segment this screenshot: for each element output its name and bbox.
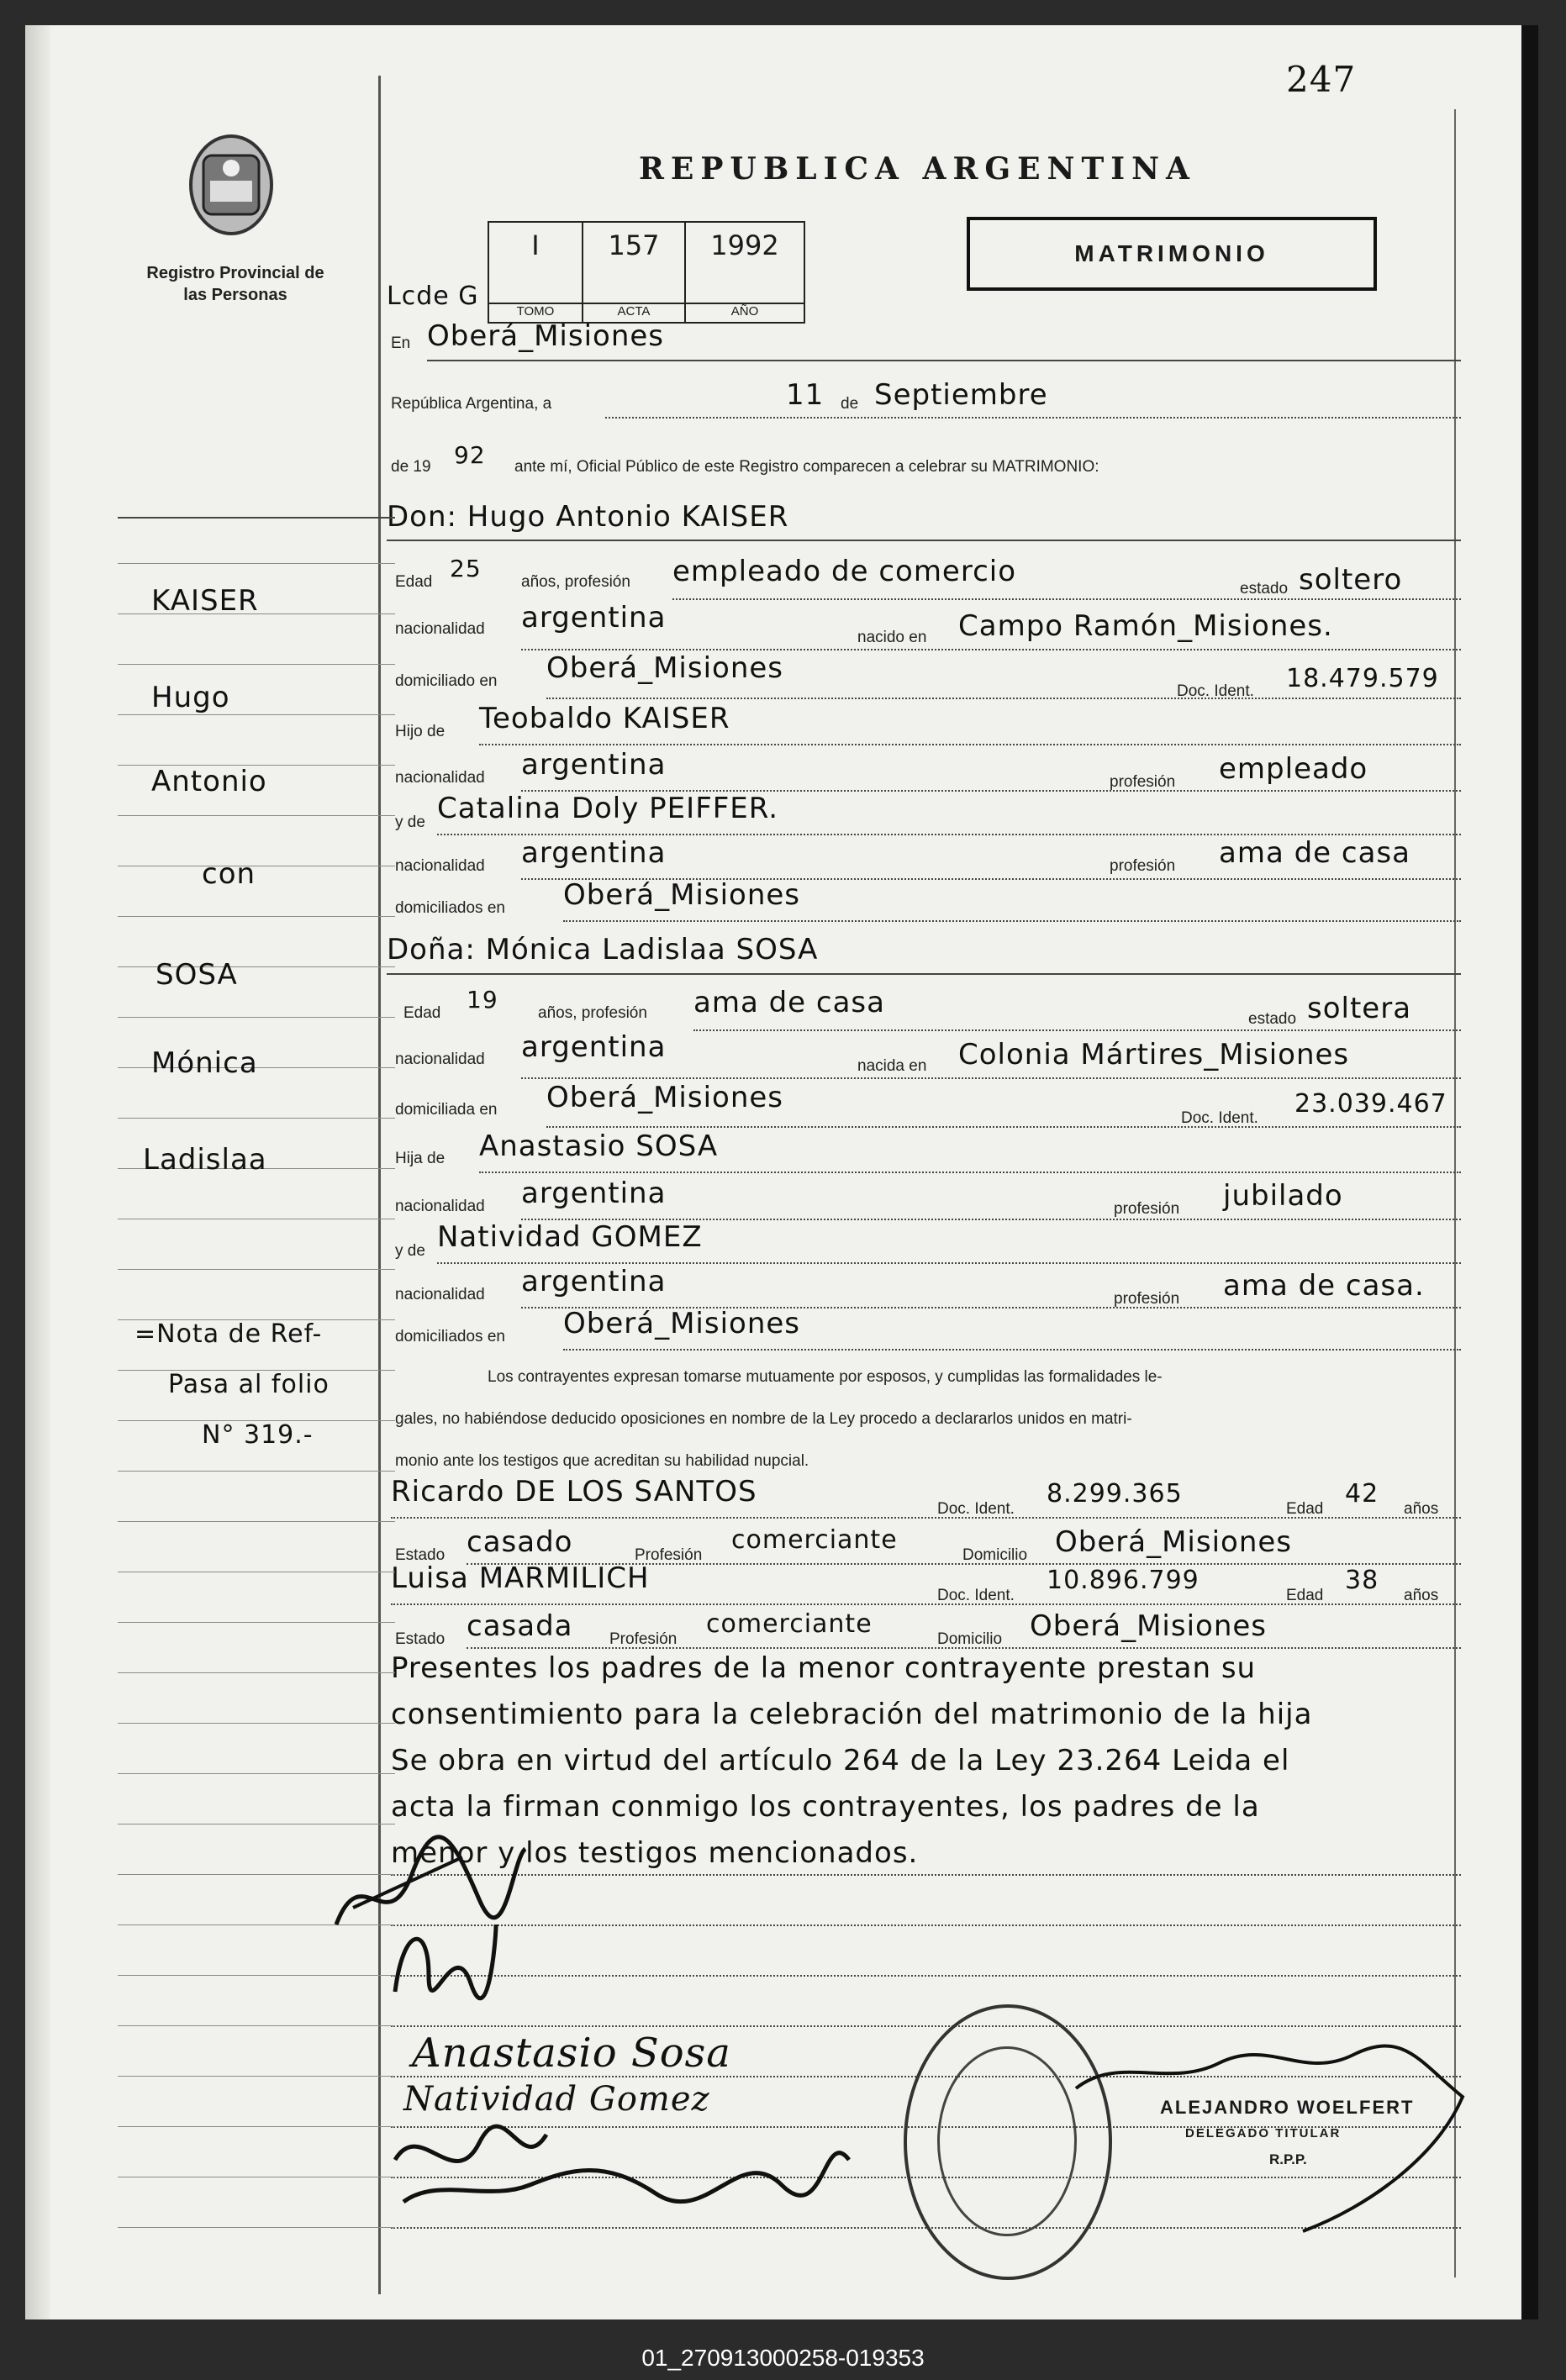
margin-con: con xyxy=(202,857,256,891)
country-title: REPUBLICA ARGENTINA xyxy=(639,151,1196,187)
tomo-value: I xyxy=(531,229,540,261)
page-shade xyxy=(25,25,50,2319)
witness2-doc-label: Doc. Ident. xyxy=(937,1587,1015,1604)
margin-first-groom: Hugo xyxy=(151,681,230,714)
witness2-profesion: comerciante xyxy=(706,1609,873,1639)
bride-nacida-label: nacida en xyxy=(857,1057,927,1075)
bride-prof-label: años, profesión xyxy=(538,1004,647,1022)
groom-edad: 25 xyxy=(450,555,482,582)
bride-parents-dom: Oberá_Misiones xyxy=(563,1307,800,1340)
bride-father: Anastasio SOSA xyxy=(479,1129,719,1163)
witness2-dom-label: Domicilio xyxy=(937,1630,1003,1648)
groom-nac-label: nacionalidad xyxy=(395,620,485,638)
witness1-dom-label: Domicilio xyxy=(962,1546,1028,1564)
witness1-anos-label: años xyxy=(1404,1500,1439,1518)
witness2-prof-label: Profesión xyxy=(609,1630,678,1648)
official-office: R.P.P. xyxy=(1269,2151,1307,2167)
bride-mother-nac: argentina xyxy=(521,1265,667,1298)
page-number: 247 xyxy=(1286,59,1357,100)
witness2-anos-label: años xyxy=(1404,1587,1439,1604)
groom-father: Teobaldo KAISER xyxy=(479,702,730,735)
place-value: Oberá_Misiones xyxy=(427,319,664,353)
acta-value: 157 xyxy=(608,229,660,261)
official-name: ALEJANDRO WOELFERT xyxy=(1160,2097,1415,2118)
register-page xyxy=(25,25,1521,2319)
margin-note-1: =Nota de Ref- xyxy=(134,1319,323,1349)
bride-edad: 19 xyxy=(467,986,498,1014)
bride-father-prof-label: profesión xyxy=(1114,1200,1180,1218)
witness2-estado: casada xyxy=(467,1609,573,1643)
witness1-name: Ricardo DE LOS SANTOS xyxy=(391,1475,757,1509)
bride-signature-icon xyxy=(378,1908,504,2009)
margin-middle-groom: Antonio xyxy=(151,765,267,798)
bride-estado-label: estado xyxy=(1248,1010,1297,1028)
bride-father-prof: jubilado xyxy=(1223,1179,1343,1213)
bride-nacida: Colonia Mártires_Misiones xyxy=(958,1038,1350,1072)
bride-mother-prof: ama de casa. xyxy=(1223,1269,1425,1303)
margin-first-bride: Mónica xyxy=(151,1046,258,1080)
groom-nacido: Campo Ramón_Misiones. xyxy=(958,609,1333,643)
witness2-name: Luisa MARMILICH xyxy=(391,1561,650,1595)
bride-edad-label: Edad xyxy=(403,1004,441,1022)
month-value: Septiembre xyxy=(874,378,1048,412)
witness2-doc: 10.896.799 xyxy=(1047,1566,1200,1595)
witness2-dom: Oberá_Misiones xyxy=(1030,1609,1267,1643)
groom-prof-label: años, profesión xyxy=(521,573,630,591)
groom-nacido-label: nacido en xyxy=(857,629,927,646)
groom-profesion: empleado de comercio xyxy=(672,555,1017,588)
groom-father-nac: argentina xyxy=(521,748,667,782)
record-type-box: MATRIMONIO xyxy=(967,217,1377,291)
declaration-line-2: gales, no habiéndose deducido oposiciones en nombre de la Ley procedo a declararlos unidos en matri- xyxy=(395,1410,1132,1428)
day-value: 11 xyxy=(786,378,825,412)
groom-father-prof: empleado xyxy=(1219,752,1368,786)
bride-doc: 23.039.467 xyxy=(1294,1089,1447,1119)
year-prefix: de 19 xyxy=(391,458,431,476)
witness2-edad: 38 xyxy=(1345,1566,1379,1595)
witness1-estado: casado xyxy=(467,1525,573,1559)
right-margin-line xyxy=(1454,109,1456,2277)
office-code: Lcde G xyxy=(387,282,479,311)
en-label: En xyxy=(391,334,411,352)
groom-mother: Catalina Doly PEIFFER. xyxy=(437,792,779,825)
note-line-4: acta la firman conmigo los contrayentes, los padres de la xyxy=(391,1790,1260,1824)
groom-father-nac-label: nacionalidad xyxy=(395,769,485,787)
bride-father-label: Hija de xyxy=(395,1150,446,1167)
note-line-3: Se obra en virtud del artículo 264 de la Ley 23.264 Leida el xyxy=(391,1744,1290,1777)
witness1-dom: Oberá_Misiones xyxy=(1055,1525,1292,1559)
groom-doc-label: Doc. Ident. xyxy=(1177,682,1254,700)
groom-doc: 18.479.579 xyxy=(1286,664,1439,693)
year-suffix: 92 xyxy=(454,441,486,469)
tomo-label: TOMO xyxy=(489,303,582,319)
bride-dom: Oberá_Misiones xyxy=(546,1081,783,1114)
groom-mother-prof: ama de casa xyxy=(1219,836,1410,870)
groom-estado: soltero xyxy=(1299,563,1403,597)
mother-signature: Natividad Gomez xyxy=(403,2080,710,2119)
bride-mother-label: y de xyxy=(395,1242,425,1260)
tomo-box xyxy=(488,221,583,324)
bride-mother-prof-label: profesión xyxy=(1114,1290,1180,1308)
statement: ante mí, Oficial Público de este Registro comparecen a celebrar su MATRIMONIO: xyxy=(514,458,1099,476)
witness1-profesion: comerciante xyxy=(731,1525,898,1555)
ano-label: AÑO xyxy=(686,303,804,319)
father-signature: Anastasio Sosa xyxy=(412,2030,731,2077)
margin-surname-bride: SOSA xyxy=(156,958,238,992)
groom-mother-prof-label: profesión xyxy=(1110,857,1176,875)
acta-box xyxy=(582,221,686,324)
bride-mother: Natividad GOMEZ xyxy=(437,1220,703,1254)
declaration-line-3: monio ante los testigos que acreditan su habilidad nupcial. xyxy=(395,1452,809,1470)
witness1-doc: 8.299.365 xyxy=(1047,1479,1183,1509)
bride-profesion: ama de casa xyxy=(693,986,885,1019)
witness2-edad-label: Edad xyxy=(1286,1587,1324,1604)
groom-mother-nac-label: nacionalidad xyxy=(395,857,485,875)
bride-nac-label: nacionalidad xyxy=(395,1050,485,1068)
note-line-5: menor y los testigos mencionados. xyxy=(391,1836,919,1870)
official-title: DELEGADO TITULAR xyxy=(1185,2126,1342,2140)
image-id-footer: 01_270913000258-019353 xyxy=(641,2345,925,2371)
witness1-edad-label: Edad xyxy=(1286,1500,1324,1518)
groom-estado-label: estado xyxy=(1240,580,1289,598)
groom-mother-label: y de xyxy=(395,814,425,831)
rep-label: República Argentina, a xyxy=(391,395,552,413)
ano-box xyxy=(684,221,805,324)
groom-parents-dom: Oberá_Misiones xyxy=(563,878,800,912)
groom-parents-dom-label: domiciliados en xyxy=(395,899,505,917)
witness1-edad: 42 xyxy=(1345,1479,1379,1509)
witness1-doc-label: Doc. Ident. xyxy=(937,1500,1015,1518)
margin-surname-groom: KAISER xyxy=(151,584,259,618)
registry-name: Registro Provincial de las Personas xyxy=(146,264,324,304)
bride-nac: argentina xyxy=(521,1030,667,1064)
witness1-prof-label: Profesión xyxy=(635,1546,703,1564)
bride-father-nac-label: nacionalidad xyxy=(395,1198,485,1215)
de-label: de xyxy=(841,395,859,413)
note-line-1: Presentes los padres de la menor contrayente prestan su xyxy=(391,1651,1257,1685)
groom-edad-label: Edad xyxy=(395,573,433,591)
groom-dom-label: domiciliado en xyxy=(395,672,498,690)
witness-signatures-icon xyxy=(387,2109,857,2210)
official-seal-inner-icon xyxy=(937,2046,1077,2236)
groom-name: Don: Hugo Antonio KAISER xyxy=(387,500,789,534)
margin-note-3: N° 319.- xyxy=(202,1420,314,1450)
witness1-estado-label: Estado xyxy=(395,1546,446,1564)
witness2-estado-label: Estado xyxy=(395,1630,446,1648)
margin-middle-bride: Ladislaa xyxy=(143,1143,267,1177)
note-line-2: consentimiento para la celebración del matrimonio de la hija xyxy=(391,1698,1313,1731)
bride-doc-label: Doc. Ident. xyxy=(1181,1109,1258,1127)
bride-dom-label: domiciliada en xyxy=(395,1101,498,1119)
bride-estado: soltera xyxy=(1307,992,1412,1025)
groom-mother-nac: argentina xyxy=(521,836,667,870)
bride-name: Doña: Mónica Ladislaa SOSA xyxy=(387,933,819,966)
groom-nac: argentina xyxy=(521,601,667,634)
bride-father-nac: argentina xyxy=(521,1177,667,1210)
groom-father-label: Hijo de xyxy=(395,723,446,740)
acta-label: ACTA xyxy=(583,303,684,319)
bride-parents-dom-label: domiciliados en xyxy=(395,1328,505,1345)
bride-mother-nac-label: nacionalidad xyxy=(395,1286,485,1303)
book-spine xyxy=(1521,25,1538,2319)
margin-note-2: Pasa al folio xyxy=(168,1370,330,1399)
coat-of-arms-icon xyxy=(185,130,277,240)
groom-dom: Oberá_Misiones xyxy=(546,651,783,685)
ano-value: 1992 xyxy=(710,229,779,261)
groom-father-prof-label: profesión xyxy=(1110,773,1176,791)
declaration-line-1: Los contrayentes expresan tomarse mutuamente por esposos, y cumplidas las formalidades le- xyxy=(488,1368,1163,1386)
